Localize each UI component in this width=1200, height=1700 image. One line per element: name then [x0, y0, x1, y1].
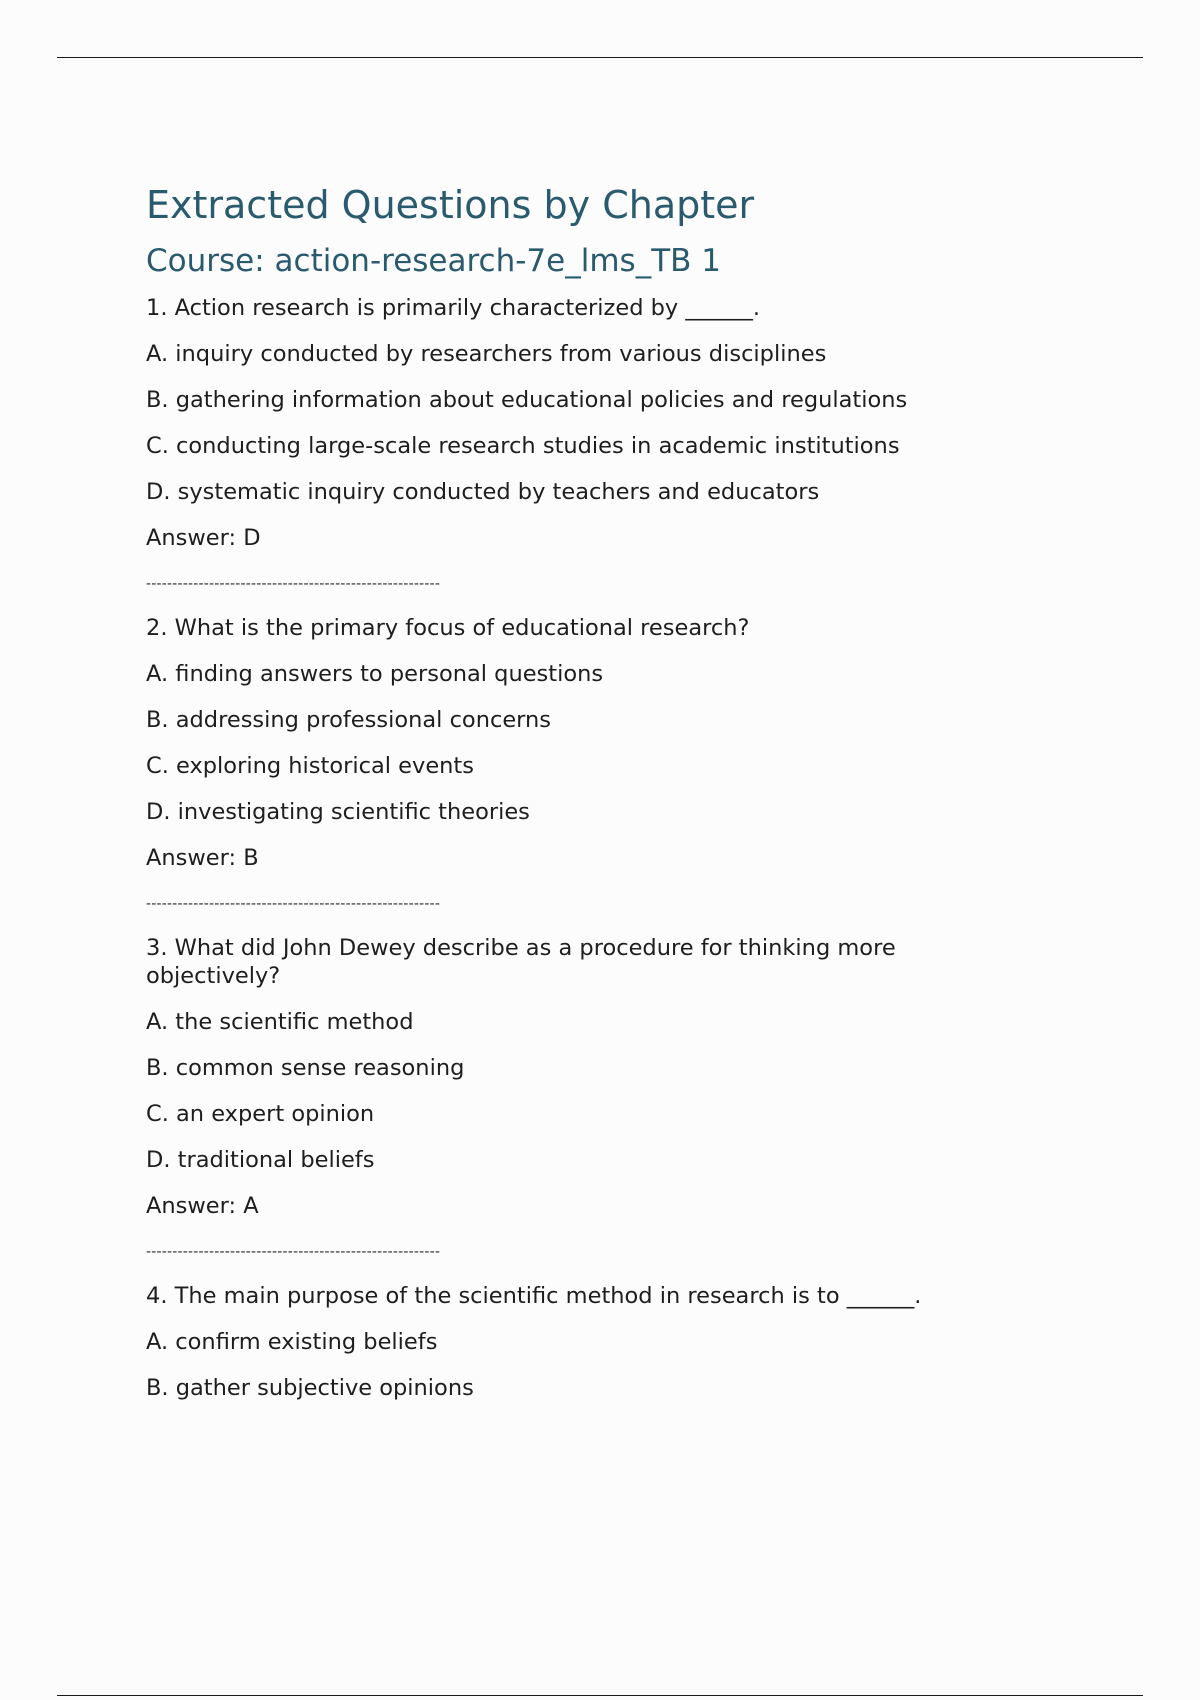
- answer-option: D. traditional beliefs: [146, 1147, 375, 1173]
- question-text: 2. What is the primary focus of educational research?: [146, 615, 750, 641]
- answer-option: A. the scientific method: [146, 1009, 414, 1035]
- question-block-4: [146, 1282, 1006, 1402]
- question-separator: --------------------------------------------------------: [146, 1244, 441, 1260]
- question-block-3: [146, 934, 1006, 1266]
- question-text: 3. What did John Dewey describe as a procedure for thinking more objectively?: [146, 935, 903, 989]
- question-text: 4. The main purpose of the scientific method in research is to ______.: [146, 1283, 922, 1309]
- answer-option: A. confirm existing beliefs: [146, 1329, 438, 1355]
- question-block-1: [146, 294, 1006, 598]
- answer-option: C. an expert opinion: [146, 1101, 375, 1127]
- course-subtitle: Course: action-research-7e_lms_TB 1: [146, 243, 721, 279]
- question-separator: --------------------------------------------------------: [146, 896, 441, 912]
- top-rule: [57, 57, 1143, 58]
- question-separator: --------------------------------------------------------: [146, 576, 441, 592]
- question-text: 1. Action research is primarily characterized by ______.: [146, 295, 761, 321]
- answer-option: B. addressing professional concerns: [146, 707, 552, 733]
- correct-answer: Answer: D: [146, 525, 261, 551]
- question-block-2: [146, 614, 1006, 918]
- document-body: [146, 176, 1006, 1402]
- answer-option: A. inquiry conducted by researchers from various disciplines: [146, 341, 827, 367]
- correct-answer: Answer: B: [146, 845, 259, 871]
- answer-option: C. conducting large-scale research studies in academic institutions: [146, 433, 900, 459]
- answer-option: B. gathering information about educational policies and regulations: [146, 387, 908, 413]
- answer-option: A. finding answers to personal questions: [146, 661, 604, 687]
- correct-answer: Answer: A: [146, 1193, 259, 1219]
- answer-option: B. common sense reasoning: [146, 1055, 465, 1081]
- page-title: Extracted Questions by Chapter: [146, 183, 755, 227]
- bottom-rule: [57, 1695, 1143, 1696]
- answer-option: B. gather subjective opinions: [146, 1375, 474, 1401]
- answer-option: D. investigating scientific theories: [146, 799, 530, 825]
- answer-option: C. exploring historical events: [146, 753, 474, 779]
- answer-option: D. systematic inquiry conducted by teachers and educators: [146, 479, 820, 505]
